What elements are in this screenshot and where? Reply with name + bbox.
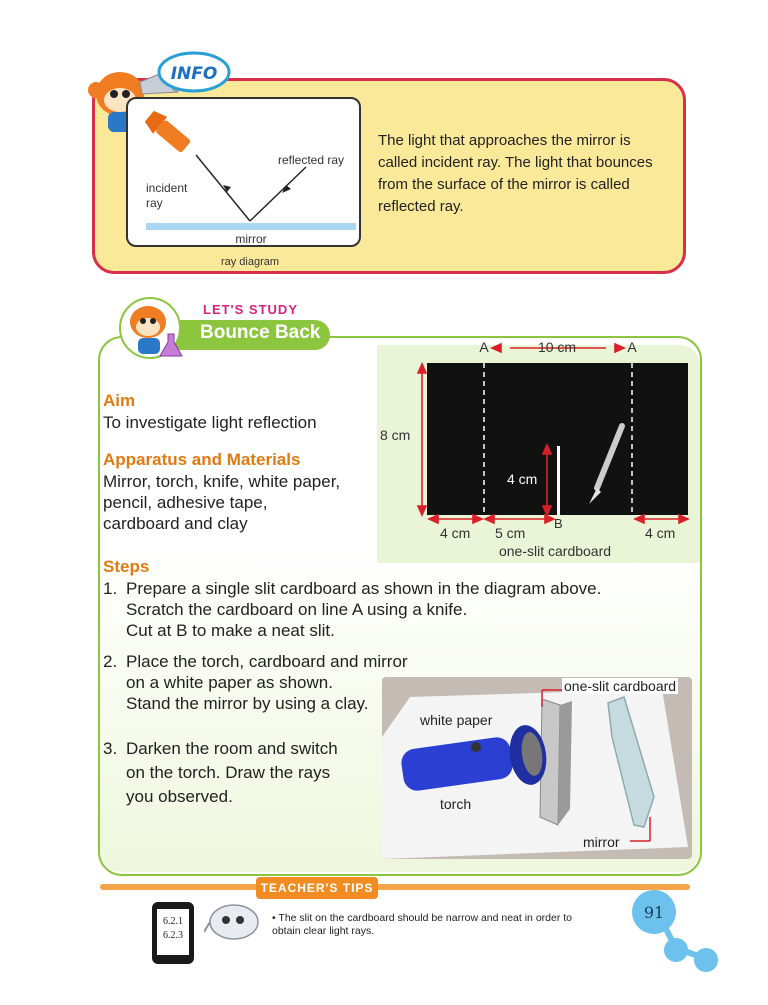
step-3-line-1: Darken the room and switch <box>126 739 338 758</box>
knife-icon <box>589 426 622 504</box>
label-b: B <box>554 516 563 531</box>
label-a-right: A <box>627 339 637 355</box>
photo-label-torch: torch <box>440 796 472 812</box>
steps-heading: Steps <box>103 557 150 576</box>
aim-heading: Aim <box>103 391 136 410</box>
lets-study-kicker: LET'S STUDY <box>203 302 298 317</box>
robot-helper-icon <box>204 898 266 944</box>
step-1-number: 1. <box>103 579 118 598</box>
tip-text: • The slit on the cardboard should be narrow and neat in order to obtain clear light rays. <box>272 912 573 937</box>
info-text: The light that approaches the mirror is called incident ray. The light that bounces from the surface of the mirror is called reflected ray. <box>378 132 653 215</box>
aim-text: To investigate light reflection <box>103 413 317 432</box>
phone-screen <box>157 909 189 955</box>
materials-heading: Apparatus and Materials <box>103 450 301 469</box>
code-2: 6.2.3 <box>163 930 183 941</box>
right-margin-label: 4 cm <box>645 525 676 541</box>
label-a-left: A <box>479 339 489 355</box>
slit-mark <box>557 446 560 515</box>
materials-line-2: pencil, adhesive tape, <box>103 493 268 512</box>
cardboard-diagram-annotations <box>377 338 700 563</box>
reflected-ray-line <box>250 167 306 221</box>
mirror-bar <box>146 223 356 230</box>
step-1-line-3: Cut at B to make a neat slit. <box>126 621 335 640</box>
photo-label-cardboard: one-slit cardboard <box>564 678 677 694</box>
step-1-line-2: Scratch the cardboard on line A using a knife. <box>126 600 468 619</box>
reflected-ray-label: reflected ray <box>278 153 345 167</box>
tips-bar <box>100 884 690 890</box>
step-3-number: 3. <box>103 739 118 758</box>
incident-ray-label-2: ray <box>146 196 163 210</box>
step-2-line-3: Stand the mirror by using a clay. <box>126 694 369 713</box>
info-badge-text: INFO <box>170 64 218 84</box>
mascot-flask-icon <box>116 294 196 374</box>
slit-offset-label: 5 cm <box>495 525 526 541</box>
step-2-line-2: on a white paper as shown. <box>126 673 333 692</box>
page-number-badge <box>618 884 722 984</box>
ray-diagram-caption: ray diagram <box>220 256 280 268</box>
step-2-line-1: Place the torch, cardboard and mirror <box>126 652 408 671</box>
teachers-tips-label: TEACHER'S TIPS <box>256 877 378 899</box>
section-title: Bounce Back <box>200 322 321 343</box>
photo-label-mirror: mirror <box>583 834 620 850</box>
width-label: 10 cm <box>537 339 577 355</box>
materials-line-3: cardboard and clay <box>103 514 248 533</box>
cardboard-caption: one-slit cardboard <box>498 543 612 559</box>
info-badge <box>156 50 232 94</box>
step-3-line-2: on the torch. Draw the rays <box>126 763 331 782</box>
step-1-line-1: Prepare a single slit cardboard as shown in the diagram above. <box>126 579 602 598</box>
incident-ray-line <box>196 155 250 221</box>
photo-label-white-paper: white paper <box>420 712 493 728</box>
incident-ray-label: incident <box>146 181 188 195</box>
ray-diagram <box>126 97 361 247</box>
page-number: 91 <box>643 903 665 922</box>
experiment-photo <box>382 677 692 859</box>
materials-line-1: Mirror, torch, knife, white paper, <box>103 472 341 491</box>
slit-length-label: 4 cm <box>507 471 538 487</box>
step-3-line-3: you observed. <box>126 787 233 806</box>
step-2-number: 2. <box>103 652 118 671</box>
mirror-label: mirror <box>235 232 267 246</box>
height-label: 8 cm <box>380 427 411 443</box>
left-margin-label: 4 cm <box>440 525 471 541</box>
code-1: 6.2.1 <box>163 916 183 927</box>
